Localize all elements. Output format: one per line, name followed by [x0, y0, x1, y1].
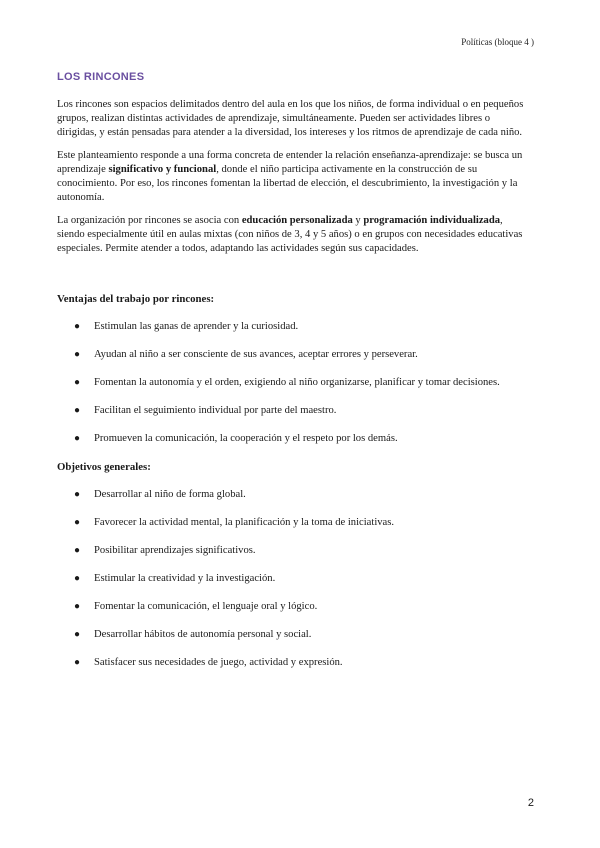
page-content: [57, 70, 529, 684]
list-item-text: Ayudan al niño a ser consciente de sus avances, aceptar errores y perseverar.: [94, 349, 418, 360]
list-item: [57, 516, 529, 530]
bullet-icon: ●: [74, 629, 81, 640]
paragraph-organization-text: , siendo especialmente útil en aulas mixtas (con niños de 3, 4 y 5 años) o en grupos con necesidades educativas especiales. Permite atender a todos, adaptando las actividades según sus capacidades.: [57, 215, 523, 254]
list-item-text: Estimular la creatividad y la investigación.: [94, 573, 276, 584]
paragraph-approach-text: , donde el niño participa activamente en la construcción de su conocimiento. Por eso, los rincones fomentan la libertad de elección, el descubrimiento, la investigación y la autonomía.: [57, 164, 518, 203]
bullet-icon: ●: [74, 517, 81, 528]
list-item-text: Favorecer la actividad mental, la planificación y la toma de iniciativas.: [94, 517, 395, 528]
list-item: [57, 488, 529, 502]
running-header: Políticas (bloque 4 ): [461, 37, 534, 47]
list-item-text: Facilitan el seguimiento individual por parte del maestro.: [94, 405, 337, 416]
bold-term-educacion: educación personalizada: [241, 215, 353, 226]
list-item: [57, 600, 529, 614]
bullet-icon: ●: [74, 601, 81, 612]
bullet-icon: ●: [74, 545, 81, 556]
list-item: [57, 572, 529, 586]
page-number: 2: [527, 797, 534, 809]
paragraph-organization-text: La organización por rincones se asocia con: [57, 215, 242, 226]
paragraph-organization-text: y: [352, 215, 364, 226]
objetivos-list: [57, 488, 529, 670]
list-item: [57, 320, 529, 334]
bold-term-significativo: significativo y funcional: [108, 164, 217, 175]
ventajas-list: [57, 320, 529, 446]
paragraph-organization: [57, 214, 529, 256]
paragraph-intro: Los rincones son espacios delimitados dentro del aula en los que los niños, de forma individual o en pequeños grupos, realizan distintas actividades de aprendizaje, simultáneamente. Pueden ser actividades libres o dirigidas, y están pensadas para atender a la diversidad, los intereses y los ritmos de aprendizaje de cada niño.: [57, 99, 524, 138]
list-item: [57, 656, 529, 670]
bold-term-programacion: programación individualizada: [363, 215, 501, 226]
bullet-icon: ●: [74, 657, 81, 668]
bullet-icon: ●: [74, 377, 81, 388]
list-item-text: Desarrollar al niño de forma global.: [94, 489, 246, 500]
list-item-text: Estimulan las ganas de aprender y la curiosidad.: [94, 321, 299, 332]
paragraph-approach: [57, 149, 529, 205]
bullet-icon: ●: [74, 405, 81, 416]
list-item-text: Satisfacer sus necesidades de juego, actividad y expresión.: [94, 657, 343, 668]
paragraph-approach-text: Este planteamiento responde a una forma concreta de entender la relación enseñanza-aprendizaje: se busca un aprendizaje: [57, 150, 523, 175]
bullet-icon: ●: [74, 433, 81, 444]
list-item-text: Desarrollar hábitos de autonomía personal y social.: [94, 629, 312, 640]
list-item: [57, 376, 529, 390]
list-item-text: Promueven la comunicación, la cooperación y el respeto por los demás.: [94, 433, 398, 444]
bullet-icon: ●: [74, 349, 81, 360]
list-item-text: Fomentar la comunicación, el lenguaje oral y lógico.: [94, 601, 318, 612]
bullet-icon: ●: [74, 321, 81, 332]
bullet-icon: ●: [74, 573, 81, 584]
list-item: [57, 404, 529, 418]
list-item: [57, 628, 529, 642]
section-title-objetivos: Objetivos generales:: [57, 461, 151, 473]
bullet-icon: ●: [74, 489, 81, 500]
list-item: [57, 432, 529, 446]
list-item-text: Fomentan la autonomía y el orden, exigiendo al niño organizarse, planificar y tomar decisiones.: [94, 377, 500, 388]
section-title-ventajas: Ventajas del trabajo por rincones:: [57, 293, 215, 305]
list-item: [57, 544, 529, 558]
page-title: LOS RINCONES: [57, 71, 145, 83]
list-item: [57, 348, 529, 362]
list-item-text: Posibilitar aprendizajes significativos.: [94, 545, 256, 556]
